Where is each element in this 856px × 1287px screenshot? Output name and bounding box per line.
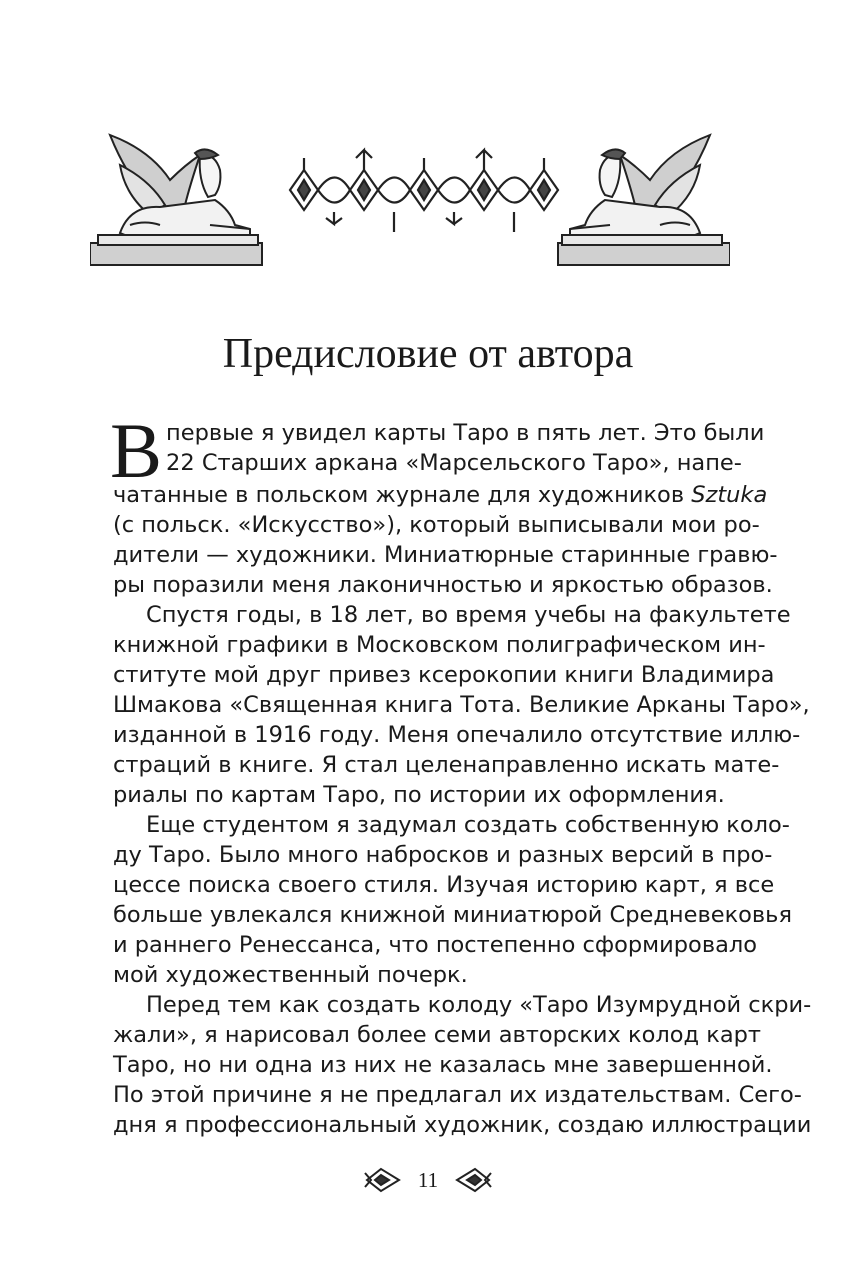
text-line: Спустя годы, в 18 лет, во время учебы на факультете: [146, 602, 791, 628]
drop-cap: В: [110, 407, 163, 494]
right-sphinx-image: [558, 135, 730, 265]
text-line: ры поразили меня лаконичностью и яркостью образов.: [113, 572, 773, 598]
floral-frieze: [290, 150, 558, 232]
text-line: изданной в 1916 году. Меня опечалило отсутствие иллю-: [113, 722, 801, 748]
left-sphinx-image: [90, 135, 262, 265]
text-line: страций в книге. Я стал целенаправленно искать мате-: [113, 752, 780, 778]
text-line: цессе поиска своего стиля. Изучая историю карт, я все: [113, 872, 775, 898]
text-line: первые я увидел карты Таро в пять лет. Это были: [166, 420, 765, 446]
right-fleuron-icon: [453, 1165, 493, 1195]
text-line: риалы по картам Таро, по истории их оформления.: [113, 782, 725, 808]
page-footer: [0, 1165, 856, 1195]
text-line: ституте мой друг привез ксерокопии книги Владимира: [113, 662, 775, 688]
text-line: Перед тем как создать колоду «Таро Изумрудной скри-: [146, 992, 812, 1018]
chapter-title: Предисловие от автора: [222, 331, 634, 377]
italic-word: Sztuka: [691, 482, 768, 508]
text-line: и раннего Ренессанса, что постепенно сформировало: [113, 932, 758, 958]
text-line: 22 Старших аркана «Марсельского Таро», напе-: [166, 450, 742, 476]
text-line: книжной графики в Московском полиграфическом ин-: [113, 632, 766, 658]
text-line: дня я профессиональный художник, создаю иллюстрации: [113, 1112, 812, 1138]
text-line: мой художественный почерк.: [113, 962, 468, 988]
text-line: дители — художники. Миниатюрные старинные гравю-: [113, 542, 778, 568]
paragraph-2: [113, 600, 810, 810]
paragraph-1: [110, 407, 778, 600]
text-line: Шмакова «Священная книга Тота. Великие Арканы Таро»,: [113, 692, 810, 718]
text-fragment: чатанные в польском журнале для художников: [113, 482, 692, 508]
page-number: 11: [417, 1167, 439, 1192]
paragraph-4: [113, 990, 812, 1140]
header-ornament: [90, 125, 730, 270]
text-line: Еще студентом я задумал создать собственную коло-: [146, 812, 790, 838]
text-line: ду Таро. Было много набросков и разных версий в про-: [113, 842, 773, 868]
text-line: Таро, но ни одна из них не казалась мне завершенной.: [113, 1052, 773, 1078]
left-fleuron-icon: [363, 1165, 403, 1195]
text-line: (с польск. «Искусство»), который выписывали мои ро-: [113, 512, 760, 538]
text-line: По этой причине я не предлагал их издательствам. Сего-: [113, 1082, 802, 1108]
text-line: больше увлекался книжной миниатюрой Средневековья: [113, 902, 792, 928]
body-text: [110, 407, 812, 1140]
text-line: [113, 480, 768, 510]
text-line: жали», я нарисовал более семи авторских колод карт: [113, 1022, 761, 1048]
paragraph-3: [113, 810, 792, 990]
